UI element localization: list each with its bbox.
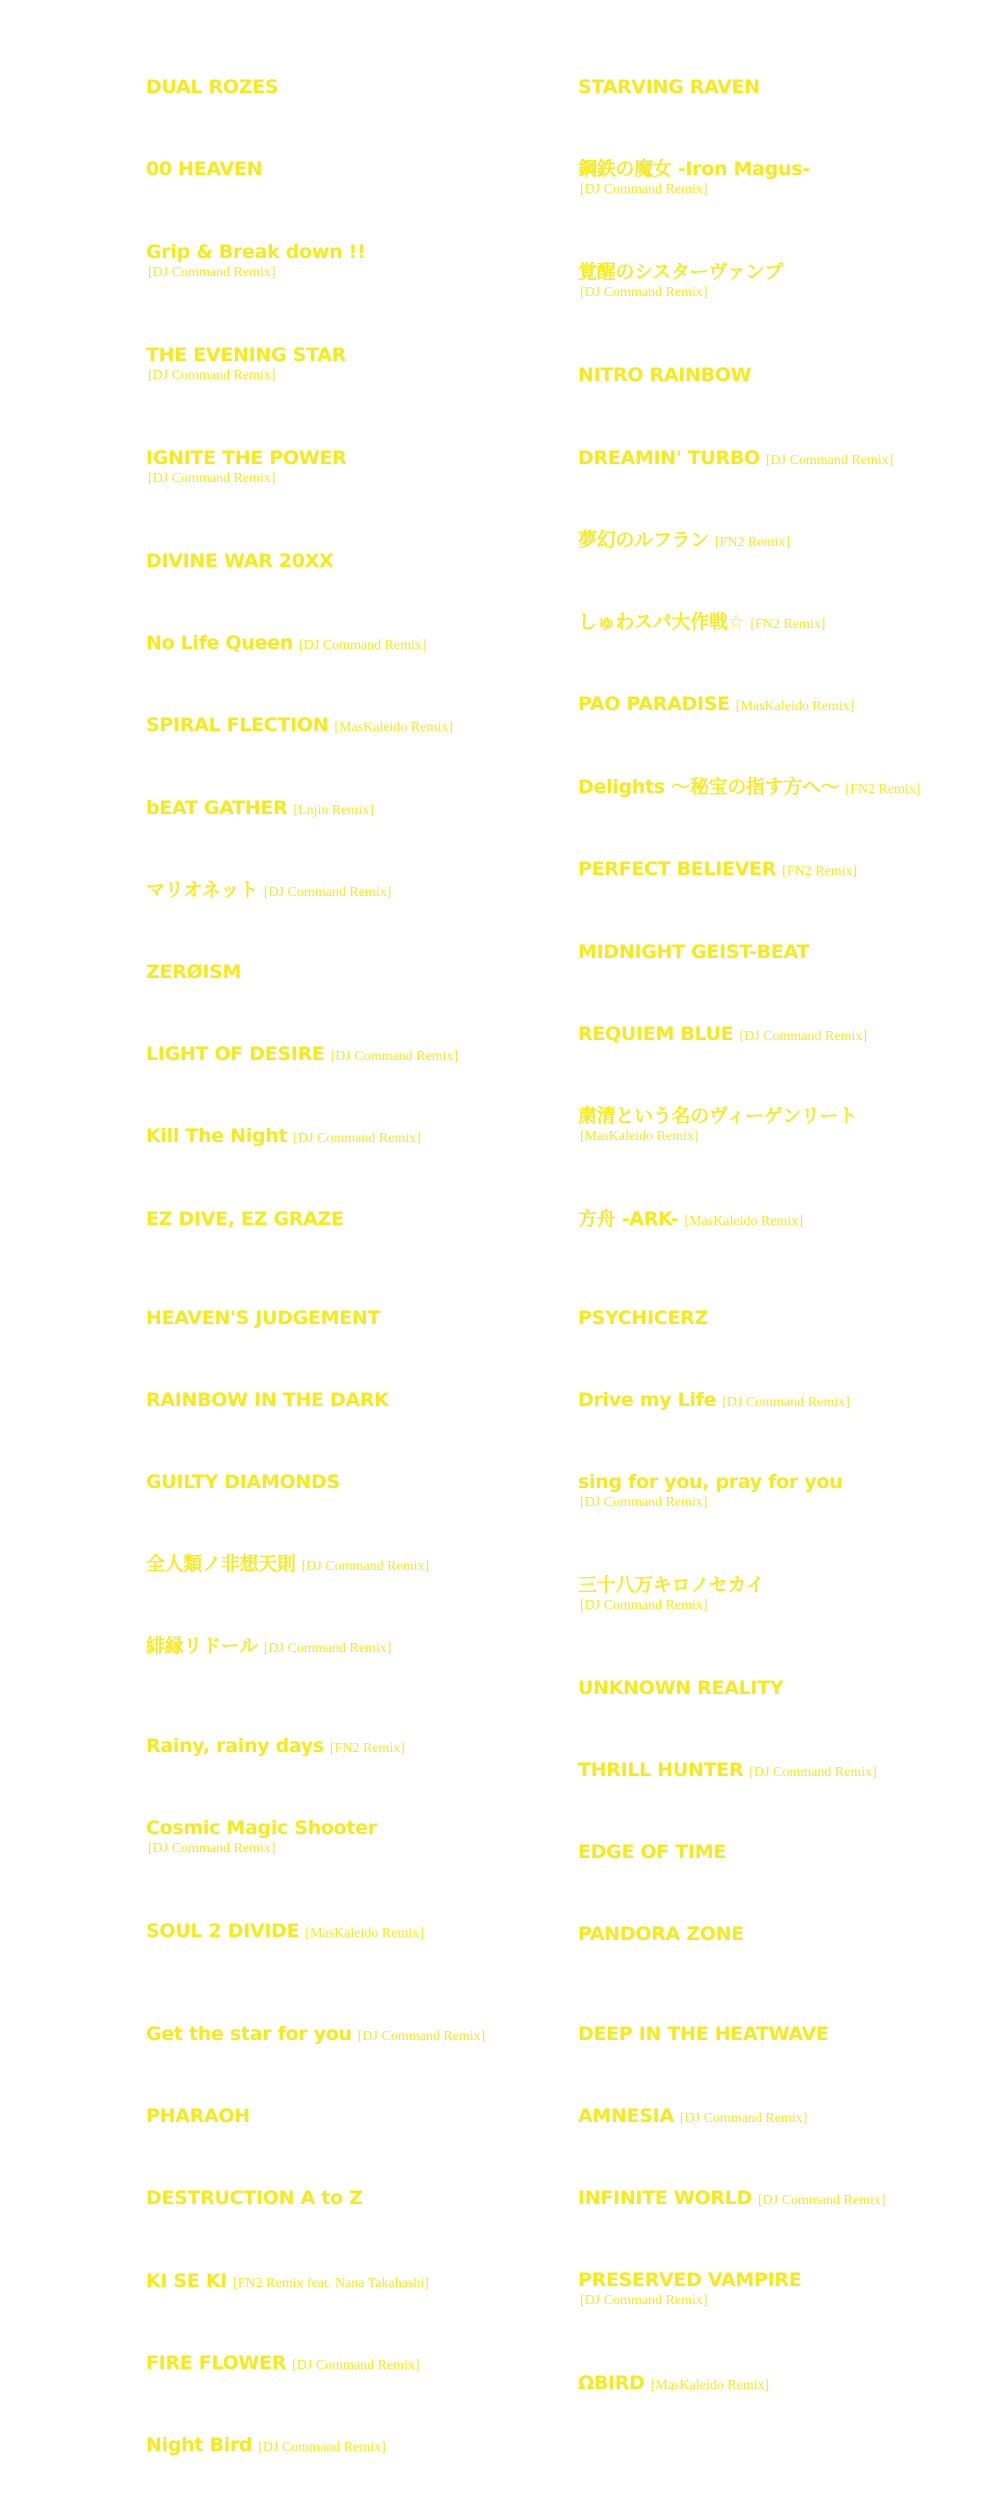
track-entry-right <box>578 1388 1000 1412</box>
track-remix-credit: [FN2 Remix feat. Nana Takahashi] <box>233 2276 429 2291</box>
track-remix-credit: [MasKaleido Remix] <box>334 720 453 735</box>
track-title: Drive my Life <box>578 1389 717 1411</box>
track-title: bEAT GATHER <box>146 797 288 819</box>
track-remix-credit: [DJ Command Remix] <box>739 1029 868 1044</box>
track-title: DIVINE WAR 20XX <box>146 550 334 572</box>
track-entry-left <box>146 2022 576 2046</box>
track-title: しゅわスパ大作戦☆ <box>578 611 745 633</box>
track-remix-credit: [DJ Command Remix] <box>301 1559 430 1574</box>
track-remix-credit: [DJ Command Remix] <box>757 2193 886 2208</box>
track-remix-credit: [FN2 Remix] <box>845 782 921 797</box>
track-remix-credit: [DJ Command Remix] <box>679 2111 808 2126</box>
track-title: DUAL ROZES <box>146 76 279 98</box>
track-entry-right <box>578 610 1000 634</box>
track-entry-right <box>578 446 1000 470</box>
track-entry-left <box>146 75 576 99</box>
track-remix-credit: [MasKaleido Remix] <box>735 699 855 714</box>
track-entry-left <box>146 240 576 282</box>
track-title: FIRE FLOWER <box>146 2352 287 2374</box>
track-entry-left <box>146 446 576 488</box>
track-remix-credit: [DJ Command Remix] <box>148 368 276 383</box>
track-remix-credit: [MasKaleido Remix] <box>684 1214 803 1229</box>
track-title: DREAMIN' TURBO <box>578 447 760 469</box>
track-entry-right <box>578 692 1000 716</box>
track-title: sing for you, pray for you <box>578 1471 843 1493</box>
track-entry-right <box>578 1104 1000 1146</box>
track-remix-credit: [DJ Command Remix] <box>263 1641 392 1656</box>
track-title: 覚醒のシスターヴァンプ <box>578 261 783 283</box>
track-remix-credit: [DJ Command Remix] <box>293 1131 421 1146</box>
track-entry-left <box>146 1042 576 1066</box>
track-entry-left <box>146 1388 576 1412</box>
track-remix-credit: [FN2 Remix] <box>329 1741 405 1756</box>
track-entry-right <box>578 1306 1000 1330</box>
track-remix-credit: [DJ Command Remix] <box>749 1765 877 1780</box>
track-title: 三十八万キロノセカイ <box>578 1574 765 1596</box>
track-remix-credit: [DJ Command Remix] <box>258 2440 386 2455</box>
track-title: PANDORA ZONE <box>578 1923 744 1945</box>
track-entry-right <box>578 1758 1000 1782</box>
track-entry-left <box>146 631 576 655</box>
track-title: Get the star for you <box>146 2023 352 2045</box>
track-title: AMNESIA <box>578 2105 674 2127</box>
track-entry-right <box>578 940 1000 964</box>
track-title: マリオネット <box>146 879 258 901</box>
track-remix-credit: [DJ Command Remix] <box>292 2358 420 2373</box>
track-title: PERFECT BELIEVER <box>578 858 777 880</box>
track-title: Cosmic Magic Shooter <box>146 1817 377 1839</box>
track-entry-right <box>578 1676 1000 1700</box>
track-title: NITRO RAINBOW <box>578 364 752 386</box>
track-remix-credit: [DJ Command Remix] <box>263 885 392 900</box>
track-entry-left <box>146 343 576 385</box>
track-title: Grip & Break down !! <box>146 241 366 263</box>
track-entry-right <box>578 1022 1000 1046</box>
track-entry-right <box>578 75 1000 99</box>
track-remix-credit: [DJ Command Remix] <box>357 2029 486 2044</box>
track-entry-left <box>146 1734 576 1758</box>
track-entry-right <box>578 1840 1000 1864</box>
track-title: THE EVENING STAR <box>146 344 346 366</box>
track-entry-left <box>146 2351 576 2375</box>
track-remix-credit: [DJ Command Remix] <box>148 1841 276 1856</box>
track-title: SPIRAL FLECTION <box>146 714 329 736</box>
track-title: 粛清という名のヴィーゲンリート <box>578 1105 857 1127</box>
track-entry-right <box>578 2022 1000 2046</box>
track-title: EDGE OF TIME <box>578 1841 727 1863</box>
track-title: REQUIEM BLUE <box>578 1023 734 1045</box>
track-title: IGNITE THE POWER <box>146 447 347 469</box>
track-remix-credit: [FN2 Remix] <box>782 864 858 879</box>
track-remix-credit: [DJ Command Remix] <box>580 1598 708 1613</box>
track-title: STARVING RAVEN <box>578 76 760 98</box>
track-remix-credit: [DJ Command Remix] <box>299 638 427 653</box>
track-entry-left <box>146 2186 576 2210</box>
track-entry-left <box>146 1124 576 1148</box>
track-entry-left <box>146 878 576 902</box>
track-remix-credit: [DJ Command Remix] <box>148 265 276 280</box>
track-title: 鋼鉄の魔女 -Iron Magus- <box>578 158 810 180</box>
track-remix-credit: [DJ Command Remix] <box>580 182 708 197</box>
track-entry-right <box>578 2104 1000 2128</box>
track-title: DEEP IN THE HEATWAVE <box>578 2023 829 2045</box>
track-entry-left <box>146 2104 576 2128</box>
track-remix-credit: [MasKaleido Remix] <box>305 1926 424 1941</box>
track-title: INFINITE WORLD <box>578 2187 752 2209</box>
track-entry-left <box>146 1306 576 1330</box>
track-entry-right <box>578 775 1000 799</box>
track-remix-credit: [MasKaleido Remix] <box>580 1129 699 1144</box>
track-title: Night Bird <box>146 2434 253 2456</box>
track-entry-right <box>578 1470 1000 1512</box>
track-title: HEAVEN'S JUDGEMENT <box>146 1307 381 1329</box>
track-entry-left <box>146 1470 576 1494</box>
track-entry-right <box>578 2268 1000 2310</box>
track-entry-right <box>578 2186 1000 2210</box>
track-entry-left <box>146 1634 576 1658</box>
track-entry-left <box>146 796 576 820</box>
track-title: 00 HEAVEN <box>146 158 263 180</box>
track-title: ZERØISM <box>146 961 242 983</box>
track-title: 全人類ノ非想天則 <box>146 1553 296 1575</box>
track-title: 夢幻のルフラン <box>578 529 709 551</box>
track-entry-left <box>146 549 576 573</box>
track-entry-left <box>146 713 576 737</box>
track-title: RAINBOW IN THE DARK <box>146 1389 389 1411</box>
track-remix-credit: [DJ Command Remix] <box>148 471 276 486</box>
track-title: MIDNIGHT GEIST-BEAT <box>578 941 810 963</box>
track-title: ΩBIRD <box>578 2372 645 2394</box>
track-entry-left <box>146 2433 576 2457</box>
track-remix-credit: [DJ Command Remix] <box>580 285 708 300</box>
track-entry-right <box>578 363 1000 387</box>
track-title: UNKNOWN REALITY <box>578 1677 784 1699</box>
track-remix-credit: [MasKaleido Remix] <box>650 2378 770 2393</box>
track-title: PSYCHICERZ <box>578 1307 708 1329</box>
track-remix-credit: [DJ Command Remix] <box>580 2293 708 2308</box>
track-entry-right <box>578 260 1000 302</box>
track-title: SOUL 2 DIVIDE <box>146 1920 300 1942</box>
track-entry-left <box>146 960 576 984</box>
track-title: PHARAOH <box>146 2105 250 2127</box>
track-title: PRESERVED VAMPIRE <box>578 2269 802 2291</box>
track-entry-right <box>578 1922 1000 1946</box>
track-entry-left <box>146 1919 576 1943</box>
track-entry-left <box>146 157 576 181</box>
track-entry-right <box>578 857 1000 881</box>
track-remix-credit: [DJ Command Remix] <box>722 1395 850 1410</box>
track-entry-left <box>146 1816 576 1858</box>
track-remix-credit: [DJ Command Remix] <box>580 1495 708 1510</box>
track-title: LIGHT OF DESIRE <box>146 1043 325 1065</box>
track-title: KI SE KI <box>146 2270 228 2292</box>
track-title: 緋縁リドール <box>146 1635 258 1657</box>
track-title: DESTRUCTION A to Z <box>146 2187 363 2209</box>
track-entry-right <box>578 1573 1000 1615</box>
track-title: 方舟 -ARK- <box>578 1208 679 1230</box>
track-title: GUILTY DIAMONDS <box>146 1471 340 1493</box>
track-title: No Life Queen <box>146 632 294 654</box>
track-remix-credit: [Lnjin Remix] <box>293 803 374 818</box>
track-remix-credit: [FN2 Remix] <box>714 535 790 550</box>
track-title: Rainy, rainy days <box>146 1735 324 1757</box>
track-remix-credit: [FN2 Remix] <box>750 617 826 632</box>
track-title: EZ DIVE, EZ GRAZE <box>146 1208 344 1230</box>
track-entry-right <box>578 2371 1000 2395</box>
track-remix-credit: [DJ Command Remix] <box>765 453 894 468</box>
track-entry-right <box>578 1207 1000 1231</box>
track-entry-left <box>146 1552 576 1576</box>
track-title: Delights ～秘宝の指す方へ～ <box>578 776 840 798</box>
track-remix-credit: [DJ Command Remix] <box>330 1049 459 1064</box>
track-entry-right <box>578 528 1000 552</box>
track-title: THRILL HUNTER <box>578 1759 744 1781</box>
track-entry-left <box>146 1207 576 1231</box>
track-entry-left <box>146 2269 576 2293</box>
track-title: Kill The Night <box>146 1125 288 1147</box>
track-title: PAO PARADISE <box>578 693 730 715</box>
track-entry-right <box>578 157 1000 199</box>
